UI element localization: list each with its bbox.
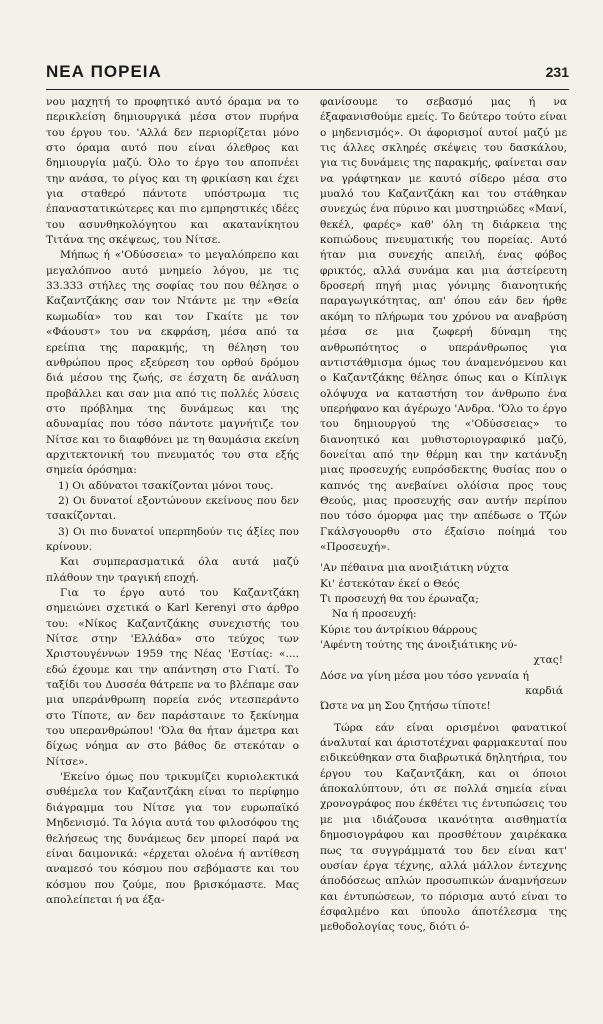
- running-title: ΝΕΑ ΠΟΡΕΙΑ: [46, 62, 162, 81]
- poem-line: καρδιά: [525, 685, 563, 698]
- poem-reply-intro: Να ή προσευχή:: [332, 608, 417, 621]
- right-column: [320, 95, 567, 936]
- list-item: 3) Οι πιο δυνατοί υπερπηδούν τις άξίες που κρίνουν.: [46, 525, 299, 553]
- poem-line: 'Αφέντη τούτης της άνοιξιάτικης νύ-: [320, 639, 518, 652]
- paragraph: Για το έργο αυτό του Καζαντζάκη σημειώνει σχετικά ο Karl Kerenyi στο άρθρο του: «Νίκος Καζαντζάκης συνεχιστής του Νίτσε στην 'Ελλάδα» στο τεύχος των Χριστουγέννων 1959 της Νέας 'Εστίας: «.... εδώ έχουμε και την απάντηση στο Γιατί. Το ταξίδι του Δυσσέα θάτρεπε να το βλέπαμε σαν μια υπεράνθρωπη πορεία ενός ντεσπεράντο στο Τίποτε, αν δεν παράσταινε το ξεκίνημα του υπερανθρώπου! 'Όλα θα ήταν άμετρα και δίχως νόημα αν στο βάθος δε στεκόταν ο Νίτσε».: [46, 587, 299, 768]
- left-column: [46, 95, 299, 908]
- paragraph: νου μαχητή το προφητικό αυτό όραμα να το περικλείση δημιουργικά μέσα στον πυρήνα του έργου του. 'Αλλά δεν περιορίζεται μόνο στο όραμα αυτό που είναι όλεθρος και δημιουργία μαζύ. Όλο το έργο του αποπνέει την ανάσα, το ρίγος και τη φρικίαση και έχει για σταθερό πάντοτε υπόστρωμα τις έπαναστατικώτερες και πιο εμπρηστικές ιδέες του ασυνθηκολόγητου και ακατανίκητου Τιτάνα της σκέψεως, του Νίτσε.: [46, 96, 299, 247]
- paragraph: Μήπως ή «'Οδύσσεια» το μεγαλόπρεπο και μεγαλόπνοο αυτό μνημείο λόγου, με τις 33.333 στήλες της σοφίας του που θέλησε ο Καζαντζάκης σαν τον Ντάντε με την «Θεία κωμωδία» του και τον Γκαίτε με τον «Φάουστ» του να εκφράση, μέσα από τα ερείπια της παρακμής, τη θέληση του ανθρώπου προς εξεύρεση του ορθού δρόμου διά μέσου της ζωής, σε έσχατη δε ανάλυση προβάλλει και σαν μια από τις πολλές λύσεις στο πρόβλημα της δυνάμεως και της αδυναμίας που τόσο πάντοτε μαγνήτιζε τον Νίτσε και το διαφθόνει με τη θαυμάσια εκείνη αρχιτεκτονική του πνευματός του στα εξής σημεία όρόσημα:: [46, 249, 299, 477]
- paragraph: φανίσουμε το σεβασμό μας ή να έξαφανισθούμε εμείς. Το δεύτερο τούτο είναι ο μηδενισμός». Οι άφορισμοί αυτοί μαζύ με τις άλλες σκληρές σκέψεις του δασκάλου, για τις δυνάμεις της παρακμής, φαίνεται σαν να γράφτηκαν με καυτό σίδερο μέσα στο μυαλό του Καζαντζάκη και του στάθηκαν συνεχώς ένα πύρινο και μυστηριώδες «Μανί, θεκέλ, φαρές» καθ' όλη τη διάρκεια της κοπιώδους πνευματικής του πορείας. Αυτό ήταν μια συνεχής απειλή, ένας φόβος φρικτός, αλλά συνάμα και μια άστείρευτη δροσερή πηγή μιας γόνιμης διανοητικής παραγωγικότητας, απ' όπου εάν δεν ήρθε ακόμη το πλήρωμα του χρόνου να αναβρύση μέσα σε μια ζωφερή δύναμη της ανθρωπότητος ο υπεράνθρωπος για αντιστάθμισμα όμως του άναμενόμενου και ο Καζαντζάκης θέλησε όπως και ο Κίπλιγκ ολόψυχα να καταστήση τον άνθρωπο ένα υπερήφανο και άγέρωχο 'Ανδρα. 'Όλο το έργο του δημιουργού της «'Οδύσσειας» το διανοητικό και μυθιστοριογραφικό μαζύ, δονείται από την θέρμη και την κατάνυξη μιας προσευχής ευπρόσδεκτης θυσίας που ο καπνός της ανεβαίνει ολόίσια προς τους Θεούς, μιας προσευχής σαν αυτήν περίπου που τόσο όμορφα μας την απέδωσε ο Τζών Γκάλσγουορθυ στο έξαίσιο ποίημά του «Προσευχή».: [320, 96, 567, 553]
- list-item: 1) Οι αδύνατοι τσακίζονται μόνοι τους.: [58, 479, 274, 492]
- poem-line: 'Αν πέθαινα μια ανοιξιάτικη νύχτα: [320, 562, 509, 575]
- paragraph: Και συμπερασματικά όλα αυτά μαζύ πλάθουν την τραγική εποχή.: [46, 556, 299, 584]
- page-number: 231: [545, 64, 569, 80]
- poem-line: Δόσε να γίνη μέσα μου τόσο γενναία ή: [320, 669, 530, 682]
- header-rule: [46, 89, 569, 90]
- poem-line: Ώστε να μη Σου ζητήσω τίποτε!: [320, 700, 491, 713]
- list-item: 2) Οι δυνατοί εξοντώνουν εκείνους που δεν τσακίζονται.: [46, 494, 299, 523]
- poem-line: χτας!: [533, 654, 563, 667]
- poem-line: Τι προσευχή θα του έρωναζα;: [320, 593, 479, 605]
- poem-line: Κύριε του άντρίκιου θάρρους: [320, 623, 478, 636]
- paragraph: 'Εκείνο όμως που τρικυμίζει κυριολεκτικά συθέμελα τον Καζαντζάκη είναι το περίφημο διάγραμμα του Νίτσε για τον ευρωπαϊκό Μηδενισμό. Τα λόγια αυτά του φιλοσόφου της θελήσεως της δυνάμεως δεν μπορεί παρά να είναι δαιμονικά: «έρχεται ολοένα ή αντίθεση αναμεσό του κόσμου που σεβόμαστε και του κόσμου που ζούμε, που βρισκόμαστε. Μας απολείπεται ή να έξα-: [46, 771, 299, 906]
- paragraph: Τώρα εάν είναι ορισμένοι φανατικοί άναλυταί και άριστοτέχναι φαρμακευταί που ειδικεύθηκαν στα διαβρωτικά δηλητήρια, του έργου του Καζαντζάκη, και οι όποιοι άποκαλύπτουν, ότι σε πολλά σημεία είναι χρονογράφος που έκθέτει τις έντυπώσεις του με μια ιδιάζουσα ικανότητα αισθηματία δημοσιογράφου και προσθέτουν χαιρέκακα πως τα συγγράμματά του δεν είναι κατ' ουσίαν έργα τέχνης, αλλά μάλλον έντεχνης άποδόσεως απλών προσωπικών άναμνήσεων και έντυπώσεων, το πόρισμα αυτό είναι το έσφαλμένο και ύπουλο άποτέλεσμα της μεθοδολογίας τους, διότι ό-: [320, 721, 567, 934]
- page-header: [46, 62, 569, 84]
- poem: [320, 561, 567, 714]
- poem-line: Κι' έστεκόταν έκεί ο Θεός: [320, 577, 460, 590]
